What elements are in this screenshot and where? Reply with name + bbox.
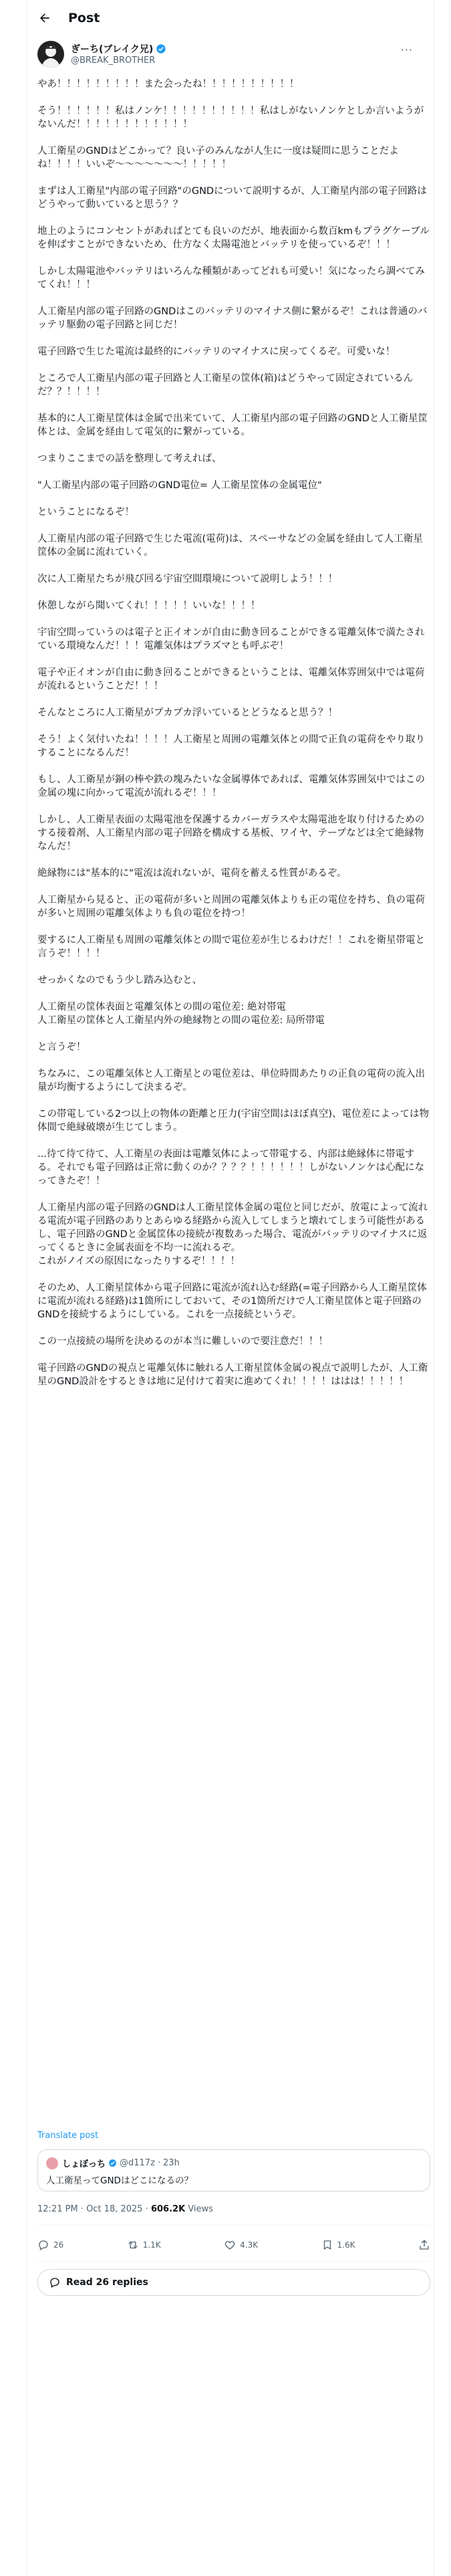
translate-post-link[interactable]: Translate post bbox=[37, 2131, 99, 2141]
avatar[interactable] bbox=[37, 41, 64, 68]
post-paragraph: つまりここまでの話を整理して考えれば、 bbox=[37, 453, 222, 464]
reply-icon bbox=[37, 2239, 49, 2251]
repost-icon bbox=[127, 2239, 139, 2251]
more-options-icon[interactable]: ··· bbox=[400, 43, 413, 56]
post-paragraph: 人工衛星のGNDはどこかって？良い子のみんなが人生に一度は疑問に思うことだよね！！！！いいぞ〜〜〜〜〜〜〜！！！！！ bbox=[37, 146, 399, 170]
bookmark-button[interactable] bbox=[321, 2239, 355, 2251]
post-paragraph: 電子や正イオンが自由に動き回ることができるということは、電離気体雰囲気中では電荷が流れるということだ！！！ bbox=[37, 667, 425, 691]
quote-author-name: しょぼっち bbox=[62, 2159, 106, 2169]
repost-button[interactable] bbox=[127, 2239, 161, 2251]
read-replies-label: Read 26 replies bbox=[66, 2277, 148, 2288]
post-paragraph: 人工衛星から見ると、正の電荷が多いと周囲の電離気体よりも正の電位を持ち、負の電荷が多いと周囲の電離気体よりも負の電位を持つ！ bbox=[37, 895, 425, 919]
quoted-post[interactable] bbox=[37, 2149, 430, 2191]
divider bbox=[37, 2225, 430, 2226]
post-paragraph: "人工衛星内部の電子回路のGND電位= 人工衛星筐体の金属電位" bbox=[37, 480, 322, 491]
like-button[interactable] bbox=[224, 2239, 258, 2251]
author-name-line[interactable] bbox=[71, 42, 166, 56]
page-title: Post bbox=[68, 10, 100, 25]
post-paragraph: ちなみに、この電離気体と人工衛星との電位差は、単位時間あたりの正負の電荷の流入出量が均衡するようにして決まるぞ。 bbox=[37, 1069, 425, 1093]
post-paragraph: せっかくなのでもう少し踏み込むと、 bbox=[37, 975, 202, 986]
reply-button[interactable] bbox=[37, 2239, 63, 2251]
quote-handle: @d117z bbox=[120, 2158, 155, 2168]
action-bar bbox=[37, 2232, 430, 2258]
read-replies-button[interactable] bbox=[37, 2269, 430, 2296]
post-paragraph: 次に人工衛星たちが飛び回る宇宙空間環境について説明しよう！！！ bbox=[37, 574, 338, 584]
post-header bbox=[27, 0, 433, 35]
bookmark-count: 1.6K bbox=[337, 2240, 355, 2250]
reply-count: 26 bbox=[53, 2240, 64, 2250]
post-paragraph: 絶縁物には"基本的に"電流は流れないが、電荷を蓄える性質があるぞ。 bbox=[37, 868, 347, 879]
post-paragraph: そのため、人工衛星筐体から電子回路に電流が流れ込む経路(=電子回路から人工衛星筐体に電流が流れる経路)は1箇所にしておいて、その1箇所だけで人工衛星筐体と電子回路のGNDを接続するようにしている。これを一点接続というぞ。 bbox=[37, 1283, 427, 1320]
share-icon bbox=[418, 2239, 430, 2251]
bookmark-icon bbox=[321, 2239, 333, 2251]
post-paragraph: まずは人工衛星"内部の電子回路"のGNDについて説明するが、人工衛星内部の電子回路はどうやって動いていると思う？？ bbox=[37, 186, 427, 210]
post-paragraph: 基本的に人工衛星筐体は金属で出来ていて、人工衛星内部の電子回路のGNDと人工衛星筐体とは、金属を経由して電気的に繋がっている。 bbox=[37, 413, 428, 437]
verified-badge-icon bbox=[156, 43, 166, 54]
post-paragraph: 人工衛星内部の電子回路で生じた電流(電荷)は、スペーサなどの金属を経由して人工衛星筐体の金属に流れていく。 bbox=[37, 534, 423, 558]
post-paragraph: しかし、人工衛星表面の太陽電池を保護するカバーガラスや太陽電池を取り付けるためのする接着剤、人工衛星内部の電子回路を構成する基板、ワイヤ、テープなどは全て絶縁物なんだ！ bbox=[37, 815, 425, 852]
divider bbox=[37, 2261, 430, 2262]
back-button[interactable] bbox=[33, 7, 56, 29]
post-paragraph: 地上のようにコンセントがあればとても良いのだが、地表面から数百kmもプラグケーブルを伸ばすことができないため、仕方なく太陽電池とバッテリを使っているぞ！！！ bbox=[37, 226, 430, 250]
post-paragraph: 人工衛星内部の電子回路のGNDは人工衛星筐体金属の電位と同じだが、放電によって流れる電流が電子回路のありとあらゆる経路から流入してしまうと壊れてしまう可能性があるし、電子回路のGNDと金属筐体の接続が複数あった場合、電流がバッテリのマイナスに返ってくるときに金属表面を不均一に流れるぞ。 これがノイズの原因になったりするぞ！！！！ bbox=[37, 1202, 428, 1267]
post-paragraph: 宇宙空間っていうのは電子と正イオンが自由に動き回ることができる電離気体で満たされている環境なんだ！！！電離気体はプラズマとも呼ぶぞ！ bbox=[37, 627, 425, 651]
post-paragraph: この一点接続の場所を決めるのが本当に難しいので要注意だ！！！ bbox=[37, 1336, 328, 1347]
post-paragraph: そう！！！！！！私はノンケ！！！！！！！！！！私はしがないノンケとしか言いようがないんだ！！！！！！！！！！！！ bbox=[37, 106, 424, 130]
post-paragraph: ところで人工衛星内部の電子回路と人工衛星の筐体(箱)はどうやって固定されているんだ？？！！！！ bbox=[37, 373, 414, 397]
chat-bubble-icon bbox=[49, 2276, 61, 2288]
heart-icon bbox=[224, 2239, 236, 2251]
post-paragraph: 休憩しながら聞いてくれ！！！！！いいな！！！！ bbox=[37, 601, 261, 611]
views-count: 606.2K bbox=[150, 2204, 186, 2214]
post-paragraph: 人工衛星内部の電子回路のGNDはこのバッテリのマイナス側に繋がるぞ！これは普通のバッテリ駆動の電子回路と同じだ！ bbox=[37, 306, 428, 330]
quote-text: 人工衛星ってGNDはどこになるの？ bbox=[46, 2175, 193, 2186]
post-time[interactable]: 12:21 PM bbox=[37, 2204, 78, 2214]
verified-badge-icon bbox=[108, 2159, 117, 2167]
post-paragraph: やあ！！！！！！！！！また会ったね！！！！！！！！！！ bbox=[37, 79, 299, 90]
post-text bbox=[37, 78, 430, 1402]
arrow-left-icon bbox=[38, 11, 51, 25]
quote-avatar bbox=[46, 2157, 58, 2169]
post-paragraph: もし、人工衛星が銅の棒や鉄の塊みたいな金属導体であれば、電離気体雰囲気中ではこの金属の塊に向かって電流が流れるぞ！！！ bbox=[37, 774, 425, 798]
post-paragraph: しかし太陽電池やバッテリはいろんな種類があってどれも可愛い！気になったら調べてみてくれ！！！ bbox=[37, 266, 425, 290]
post-date[interactable]: Oct 18, 2025 bbox=[86, 2204, 143, 2214]
post-paragraph: ということになるぞ！ bbox=[37, 507, 134, 518]
post-paragraph: と言うぞ！ bbox=[37, 1042, 86, 1053]
post-paragraph: 人工衛星の筐体表面と電離気体との間の電位差: 絶対帯電 人工衛星の筐体と人工衛星内外の絶縁物との間の電位差: 局所帯電 bbox=[37, 1002, 325, 1026]
author-block bbox=[37, 41, 418, 73]
quote-author-line bbox=[62, 2157, 180, 2169]
post-meta: 12:21 PM · Oct 18, 2025 · 606.2K Views bbox=[37, 2204, 213, 2214]
quote-separator: · bbox=[157, 2158, 161, 2168]
post-paragraph: 電子回路で生じた電流は最終的にバッテリのマイナスに戻ってくるぞ。可愛いな！ bbox=[37, 346, 396, 357]
post-paragraph: ...待て待て待て、人工衛星の表面は電離気体によって帯電する、内部は絶縁体に帯電する。それでも電子回路は正常に動くのか？？？？！！！！！！しがないノンケは心配になってきたぞ！！ bbox=[37, 1149, 425, 1186]
post-paragraph: そんなところに人工衛星がプカプカ浮いているとどうなると思う？！ bbox=[37, 708, 338, 718]
post-paragraph: 電子回路のGNDの視点と電離気体に触れる人工衛星筐体金属の視点で説明したが、人工衛星のGND設計をするときは地に足付けて着実に進めてくれ！！！！ははは！！！！！ bbox=[37, 1363, 428, 1387]
author-handle[interactable]: @BREAK_BROTHER bbox=[71, 56, 156, 66]
like-count: 4.3K bbox=[240, 2240, 259, 2250]
post-paragraph: 要するに人工衛星も周囲の電離気体との間で電位差が生じるわけだ！！これを衛星帯電と言うぞ！！！！ bbox=[37, 935, 425, 959]
share-button[interactable] bbox=[418, 2239, 430, 2251]
quote-time: 23h bbox=[163, 2158, 180, 2168]
views-label: Views bbox=[188, 2204, 213, 2214]
post-paragraph: そう！よく気付いたね！！！！人工衛星と周囲の電離気体との間で正負の電荷をやり取りすることになるんだ！ bbox=[37, 734, 425, 758]
repost-count: 1.1K bbox=[142, 2240, 161, 2250]
author-name[interactable]: ぎーち(ブレイク兄) bbox=[71, 44, 154, 55]
post-paragraph: この帯電している2つ以上の物体の距離と圧力(宇宙空間はほぼ真空)、電位差によっては物体間で絶縁破壊が生じてしまう。 bbox=[37, 1109, 430, 1133]
